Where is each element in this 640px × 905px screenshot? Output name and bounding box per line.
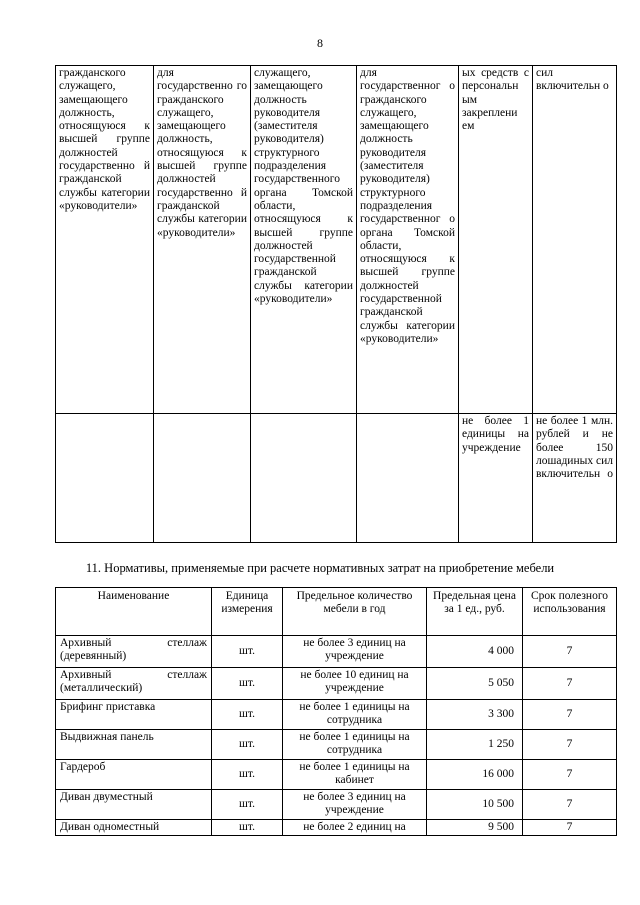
row-quantity: не более 1 единицы на кабинет (283, 760, 427, 790)
row-quantity: не более 10 единиц на учреждение (283, 668, 427, 700)
table-row (56, 636, 617, 668)
row-quantity: не более 1 единицы на сотрудника (283, 700, 427, 730)
row-quantity: не более 2 единиц на (283, 820, 427, 836)
row-lifetime: 7 (523, 636, 617, 668)
table-row (56, 760, 617, 790)
row-quantity: не более 3 единиц на учреждение (283, 790, 427, 820)
row-lifetime: 7 (523, 760, 617, 790)
row-price: 3 300 (427, 700, 523, 730)
row-price: 10 500 (427, 790, 523, 820)
table-row (56, 668, 617, 700)
table-cell: для государственног о гражданского служащего, замещающего должность руководителя (заместителя руководителя) структурного подразделения государственног о органа Томской области, относящуюся к высшей группе должностей государственной гражданской службы категории «руководители» (357, 66, 459, 414)
row-unit: шт. (212, 636, 283, 668)
row-name: Диван одноместный (56, 820, 212, 836)
header-quantity: Предельное количество мебели в год (283, 588, 427, 636)
table-cell: ых средств с персональн ым закреплени ем (459, 66, 533, 414)
table-cell: сил включительн о (533, 66, 617, 414)
row-price: 16 000 (427, 760, 523, 790)
table-row (56, 820, 617, 836)
furniture-norms-table (55, 587, 617, 836)
header-unit: Единица измерения (212, 588, 283, 636)
row-unit: шт. (212, 790, 283, 820)
row-price: 1 250 (427, 730, 523, 760)
table-row (56, 700, 617, 730)
table-cell (56, 414, 154, 543)
row-name: Архивный стеллаж (металлический) (56, 668, 212, 700)
row-name: Гардероб (56, 760, 212, 790)
row-price: 5 050 (427, 668, 523, 700)
row-unit: шт. (212, 730, 283, 760)
table-cell: служащего, замещающего должность руководителя (заместителя руководителя) структурного подразделения государственного органа Томской области, относящуюся к высшей группе должностей государственной гражданской службы категории «руководители» (251, 66, 357, 414)
table-row (56, 66, 617, 414)
table-header-row (56, 588, 617, 636)
row-lifetime: 7 (523, 820, 617, 836)
norms-table-continuation (55, 65, 617, 543)
row-price: 4 000 (427, 636, 523, 668)
page-number: 8 (317, 36, 323, 50)
table-row (56, 790, 617, 820)
row-unit: шт. (212, 760, 283, 790)
row-lifetime: 7 (523, 730, 617, 760)
table-row (56, 730, 617, 760)
row-lifetime: 7 (523, 790, 617, 820)
row-lifetime: 7 (523, 668, 617, 700)
table-cell (154, 414, 251, 543)
table-cell: гражданского служащего, замещающего должность, относящуюся к высшей группе должностей государственно й гражданской службы категории «руководители» (56, 66, 154, 414)
table-cell: для государственно го гражданского служащего, замещающего должность, относящуюся к высшей группе должностей государственно й гражданской службы категории «руководители» (154, 66, 251, 414)
section-heading: 11. Нормативы, применяемые при расчете нормативных затрат на приобретение мебели (85, 561, 555, 575)
row-quantity: не более 3 единиц на учреждение (283, 636, 427, 668)
row-quantity: не более 1 единицы на сотрудника (283, 730, 427, 760)
table-cell: не более 1 млн. рублей и не более 150 лошадиных сил включительн о (533, 414, 617, 543)
row-name: Брифинг приставка (56, 700, 212, 730)
row-lifetime: 7 (523, 700, 617, 730)
table-cell: не более 1 единицы на учреждение (459, 414, 533, 543)
row-name: Архивный стеллаж (деревянный) (56, 636, 212, 668)
table-cell (251, 414, 357, 543)
row-price: 9 500 (427, 820, 523, 836)
row-unit: шт. (212, 668, 283, 700)
header-lifetime: Срок полезного использования (523, 588, 617, 636)
header-name: Наименование (56, 588, 212, 636)
header-price: Предельная цена за 1 ед., руб. (427, 588, 523, 636)
row-name: Диван двуместный (56, 790, 212, 820)
row-unit: шт. (212, 820, 283, 836)
row-name: Выдвижная панель (56, 730, 212, 760)
row-unit: шт. (212, 700, 283, 730)
table-cell (357, 414, 459, 543)
table-row (56, 414, 617, 543)
